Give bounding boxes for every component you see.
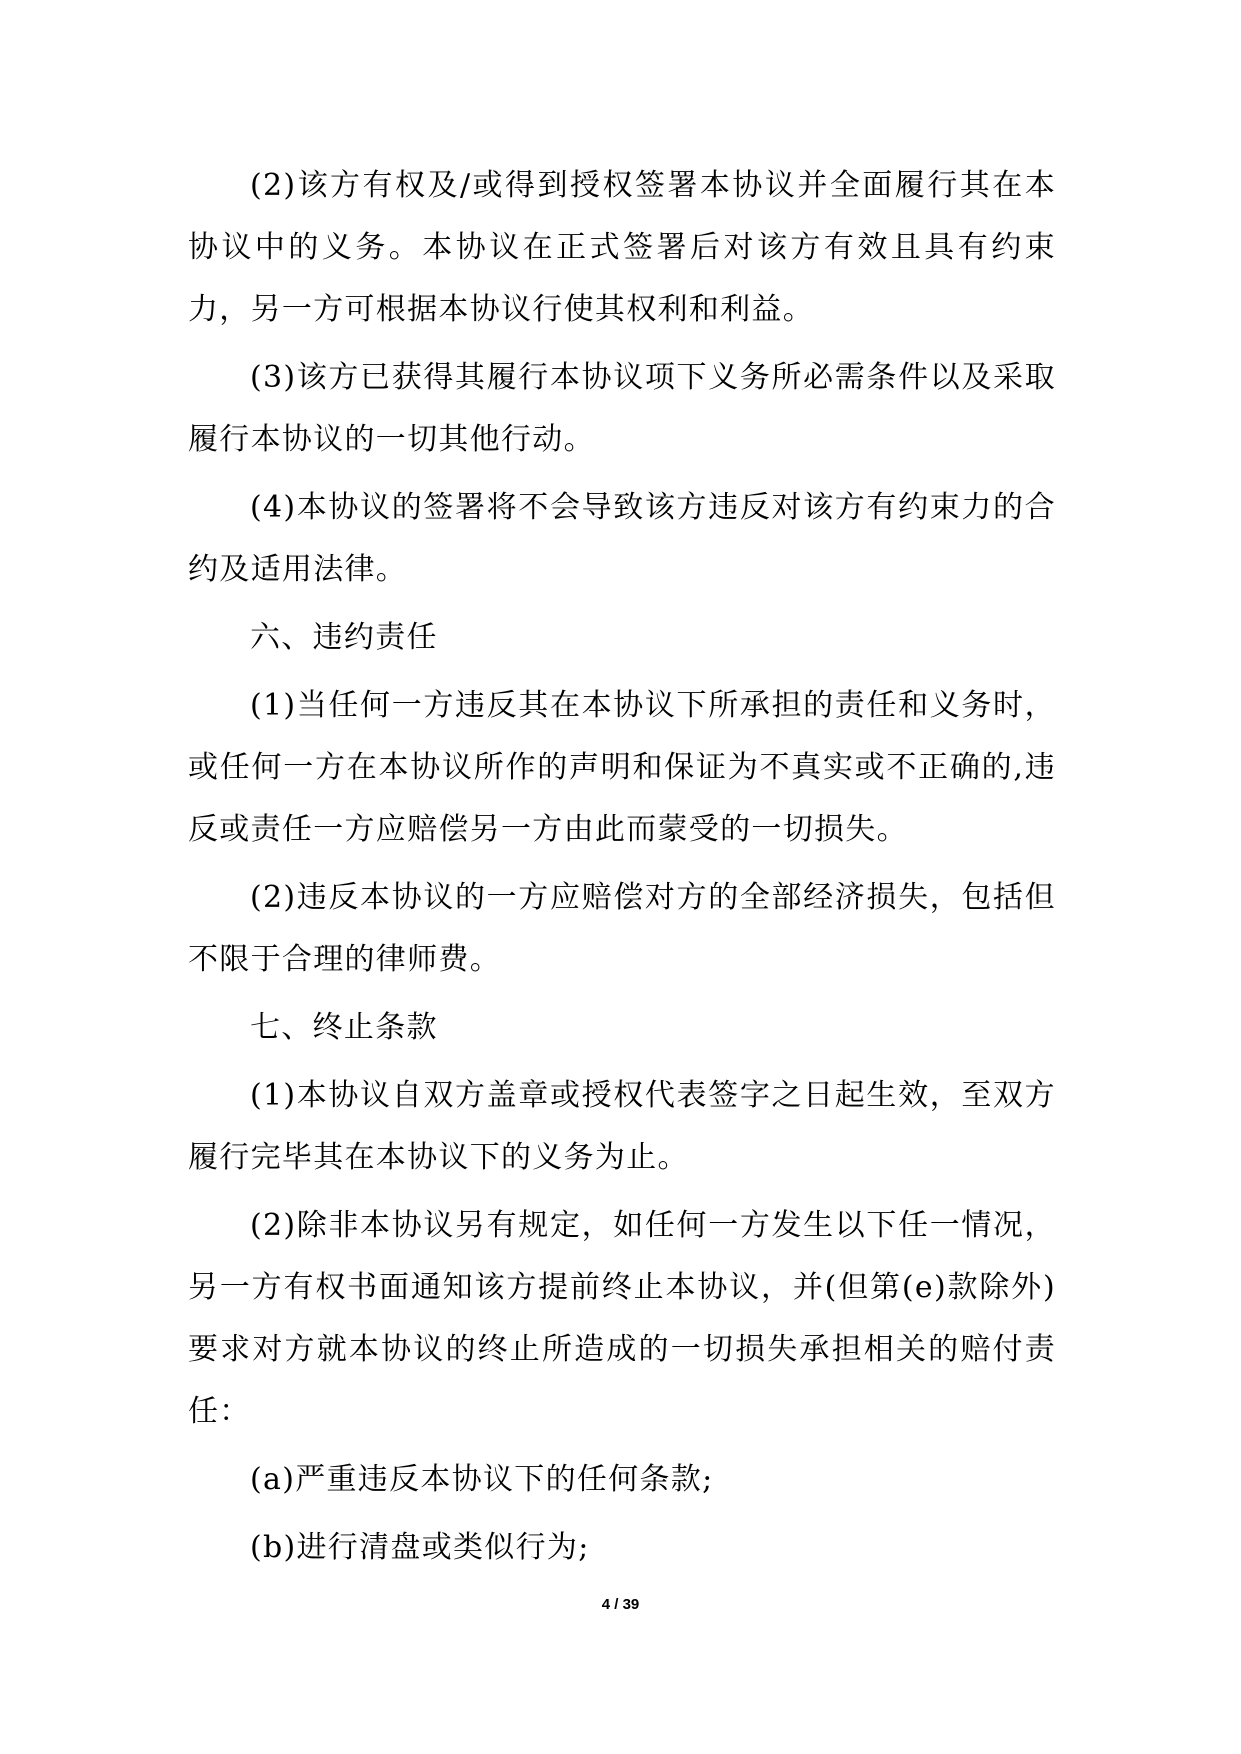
paragraph-termination-1: (1)本协议自双方盖章或授权代表签字之日起生效，至双方履行完毕其在本协议下的义务为止。 bbox=[188, 1078, 1056, 1175]
paragraph-breach-1: (1)当任何一方违反其在本协议下所承担的责任和义务时，或任何一方在本协议所作的声明和保证为不真实或不正确的,违反或责任一方应赔偿另一方由此而蒙受的一切损失。 bbox=[188, 688, 1056, 847]
paragraph-no-violation: (4)本协议的签署将不会导致该方违反对该方有约束力的合约及适用法律。 bbox=[188, 490, 1056, 587]
section-heading-breach: 六、违约责任 bbox=[250, 620, 438, 655]
paragraph-breach-2: (2)违反本协议的一方应赔偿对方的全部经济损失，包括但不限于合理的律师费。 bbox=[188, 880, 1056, 977]
document-body bbox=[188, 155, 1056, 1585]
paragraph-termination-2: (2)除非本协议另有规定，如任何一方发生以下任一情况，另一方有权书面通知该方提前终止本协议，并(但第(e)款除外)要求对方就本协议的终止所造成的一切损失承担相关的赔付责任： bbox=[188, 1208, 1056, 1429]
paragraph-conditions: (3)该方已获得其履行本协议项下义务所必需条件以及采取履行本协议的一切其他行动。 bbox=[188, 360, 1056, 457]
list-item-a: (a)严重违反本协议下的任何条款; bbox=[250, 1462, 714, 1497]
paragraph-authority: (2)该方有权及/或得到授权签署本协议并全面履行其在本协议中的义务。本协议在正式签署后对该方有效且具有约束力，另一方可根据本协议行使其权利和利益。 bbox=[188, 168, 1056, 327]
list-item-b: (b)进行清盘或类似行为; bbox=[250, 1530, 590, 1565]
section-heading-termination: 七、终止条款 bbox=[250, 1010, 438, 1045]
page-number: 4 / 39 bbox=[601, 1596, 640, 1613]
